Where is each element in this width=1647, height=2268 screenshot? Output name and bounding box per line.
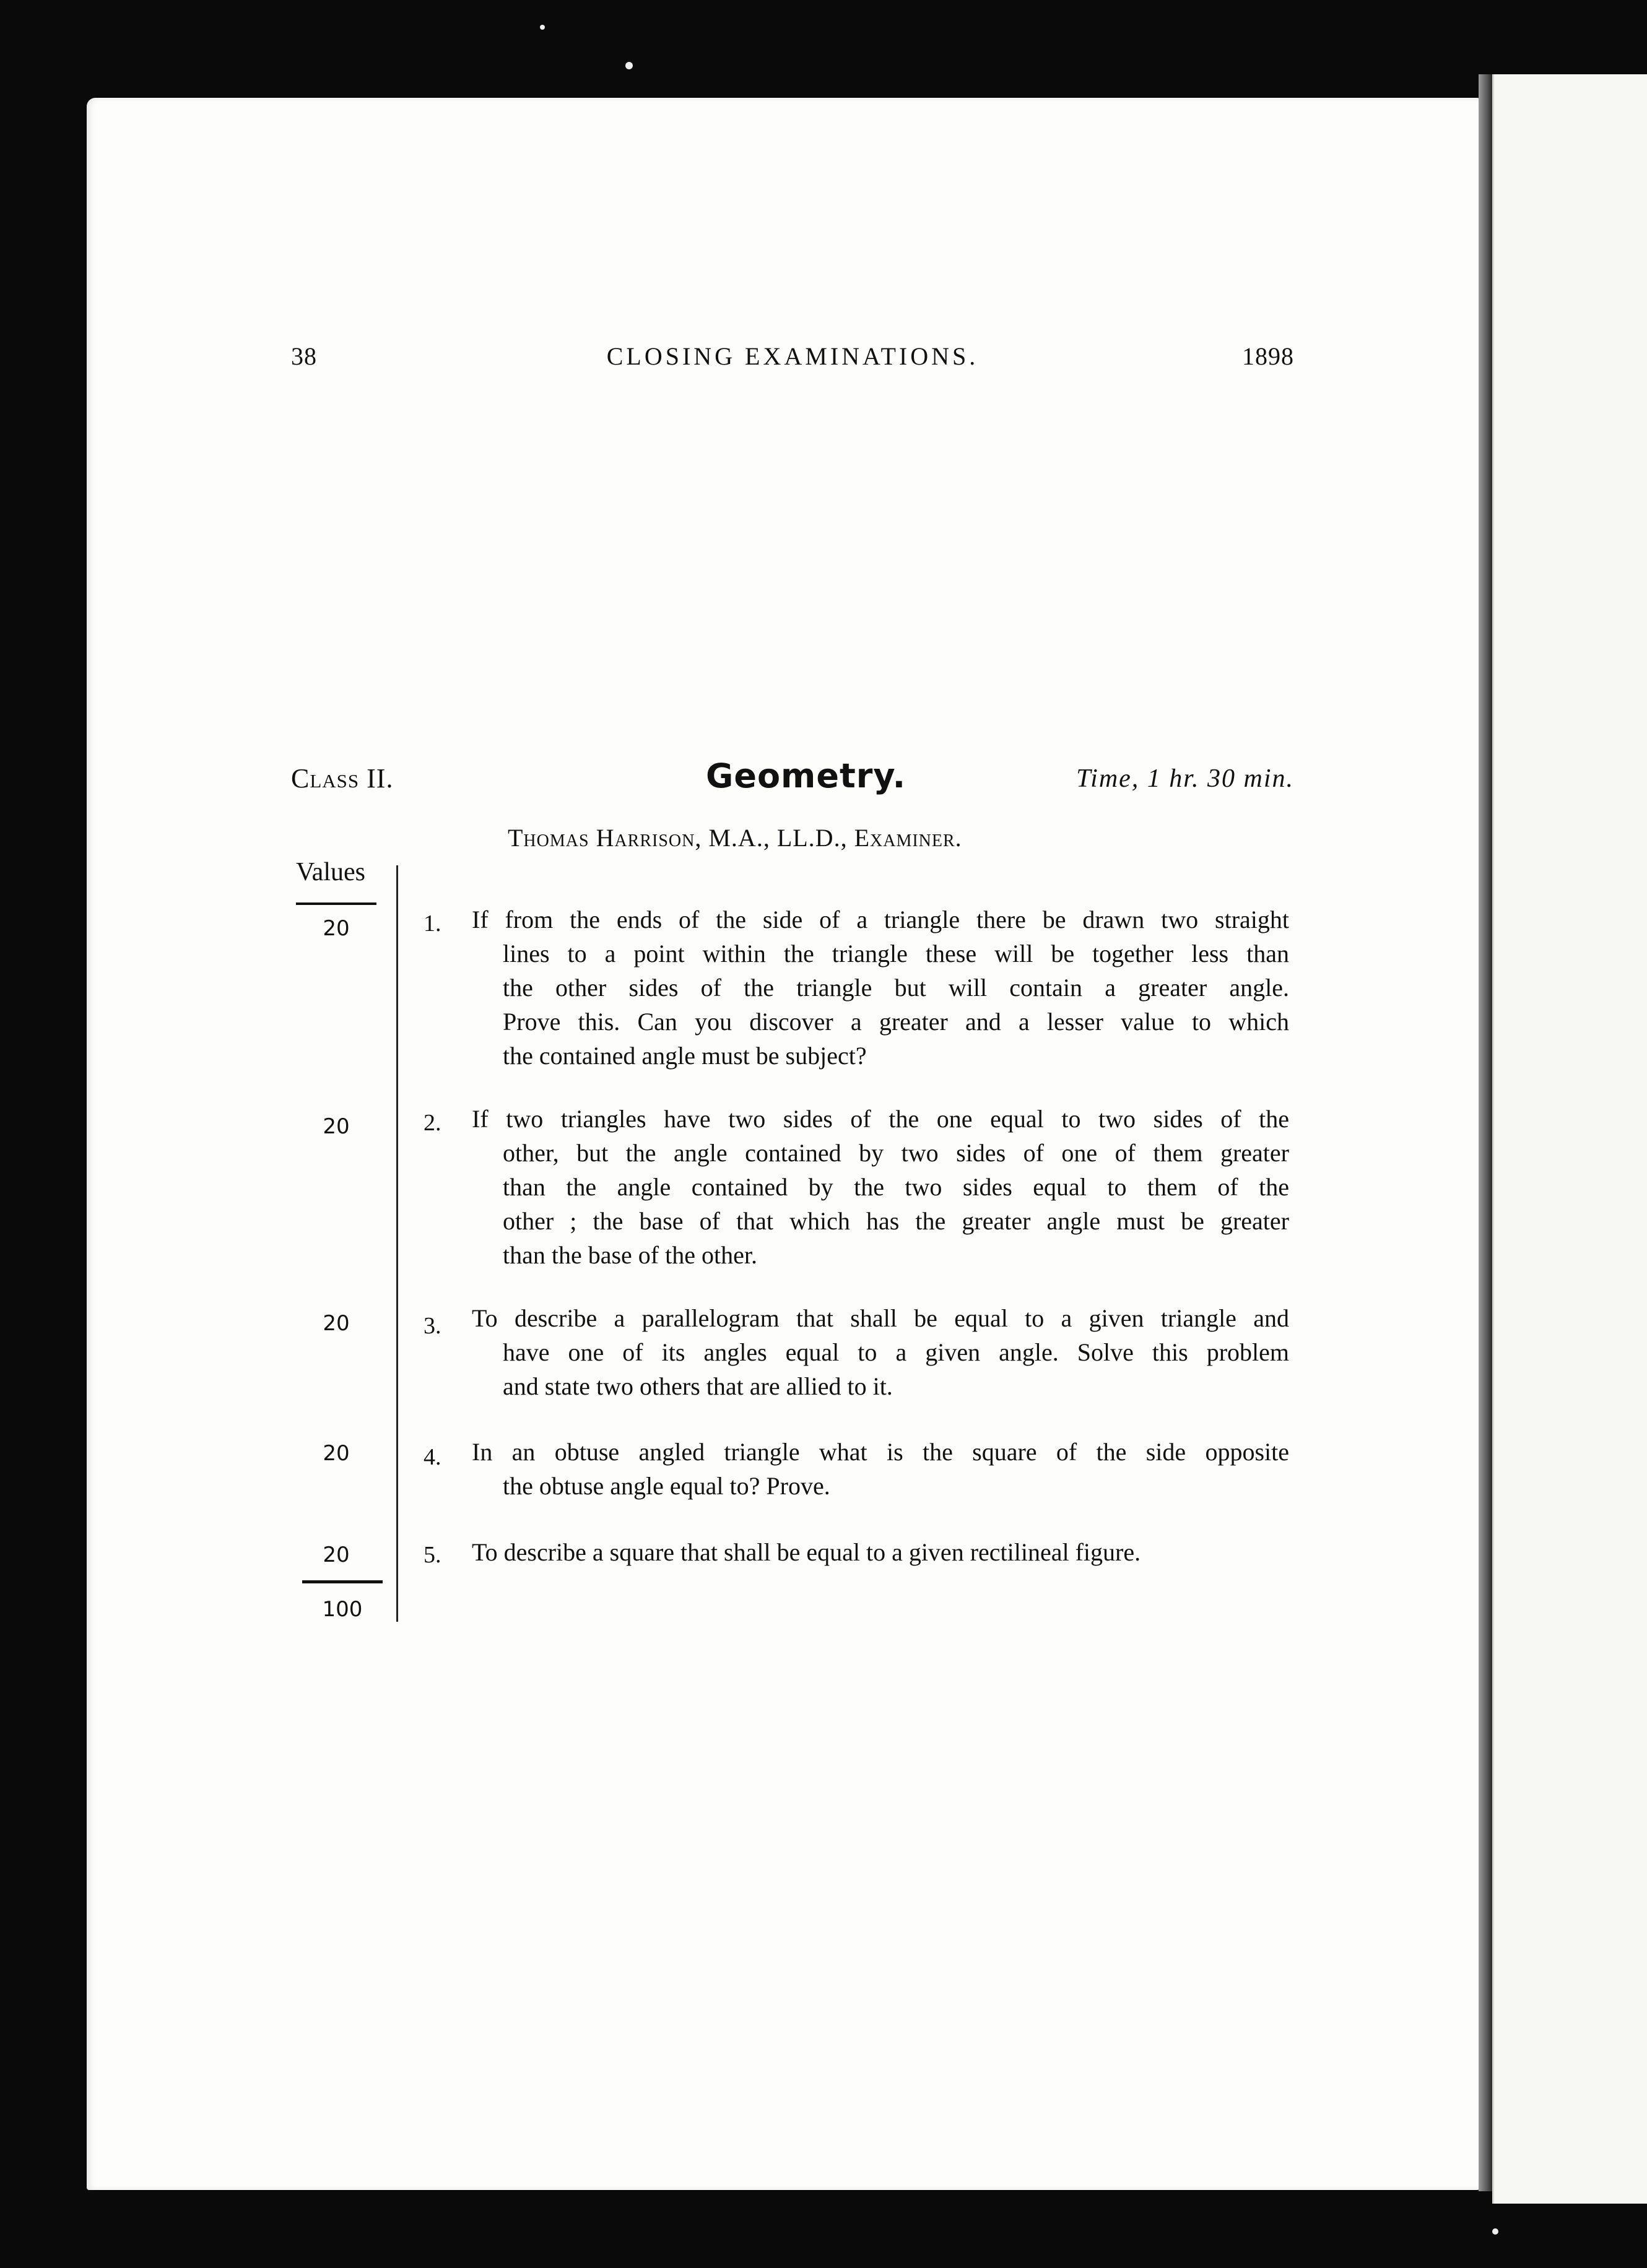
exam-heading: [291, 756, 1294, 806]
question-5-value: 20: [323, 1543, 350, 1567]
class-label: [291, 763, 393, 794]
question-4-text: [472, 1435, 1289, 1503]
question-2-text: [472, 1102, 1289, 1272]
values-heading: Values: [296, 858, 365, 886]
question-line: the contained angle must be subject?: [503, 1042, 867, 1070]
question-1-text: [472, 902, 1289, 1073]
question-line: and state two others that are allied to it.: [503, 1372, 893, 1400]
question-line: To describe a square that shall be equal to a given rectilineal figure.: [472, 1538, 1141, 1566]
values-column-divider: [396, 865, 398, 1622]
question-line: other ; the base of that which has the greater angle must be greater: [503, 1207, 1289, 1235]
dust-speck: [540, 25, 545, 30]
values-total: 100: [322, 1597, 363, 1622]
question-1-number: 1.: [424, 911, 441, 937]
question-line: the other sides of the triangle but will contain a greater angle.: [503, 974, 1289, 1002]
question-4-number: 4.: [424, 1444, 441, 1470]
question-line: the obtuse angle equal to? Prove.: [503, 1472, 830, 1500]
examiner-name: Thomas Harrison, M.A., LL.D., Examiner.: [508, 824, 962, 852]
running-header: [291, 342, 1294, 379]
question-4-value: 20: [323, 1441, 350, 1466]
question-line: Prove this. Can you discover a greater and a lesser value to which: [503, 1008, 1289, 1036]
values-heading-rule: [296, 902, 376, 905]
running-title: CLOSING EXAMINATIONS.: [606, 342, 979, 370]
time-allowed: Time, 1 hr. 30 min.: [1076, 764, 1294, 793]
question-3-value: 20: [323, 1311, 350, 1336]
examiner-line: [508, 823, 962, 852]
dust-speck: [625, 62, 633, 69]
question-line: If two triangles have two sides of the one equal to two sides of the: [472, 1105, 1289, 1133]
question-3-number: 3.: [424, 1313, 441, 1339]
question-line: other, but the angle contained by two sides of one of them greater: [503, 1139, 1289, 1167]
page-number: 38: [291, 342, 317, 370]
question-5-number: 5.: [424, 1542, 441, 1568]
question-2-number: 2.: [424, 1110, 441, 1136]
question-line: To describe a parallelogram that shall be equal to a given triangle and: [472, 1304, 1289, 1332]
question-line: If from the ends of the side of a triangle there be drawn two straight: [472, 906, 1289, 933]
dust-speck: [1492, 2228, 1498, 2235]
question-2-value: 20: [323, 1114, 350, 1139]
class-prefix: Class: [291, 763, 360, 794]
book-spine: [1479, 74, 1492, 2191]
question-line: than the angle contained by the two sides equal to them of the: [503, 1173, 1289, 1201]
subject-title: Geometry.: [706, 756, 906, 795]
total-rule: [302, 1580, 383, 1583]
question-3-text: [472, 1301, 1289, 1403]
question-1-value: 20: [323, 916, 350, 941]
question-line: In an obtuse angled triangle what is the square of the side opposite: [472, 1438, 1289, 1466]
question-line: lines to a point within the triangle these will be together less than: [503, 940, 1289, 967]
question-line: than the base of the other.: [503, 1241, 757, 1269]
class-numeral: II.: [367, 763, 394, 794]
facing-page-edge: [1492, 74, 1647, 2204]
question-5-text: [472, 1535, 1289, 1569]
question-line: have one of its angles equal to a given angle. Solve this problem: [503, 1338, 1289, 1366]
header-year: 1898: [1242, 342, 1294, 370]
